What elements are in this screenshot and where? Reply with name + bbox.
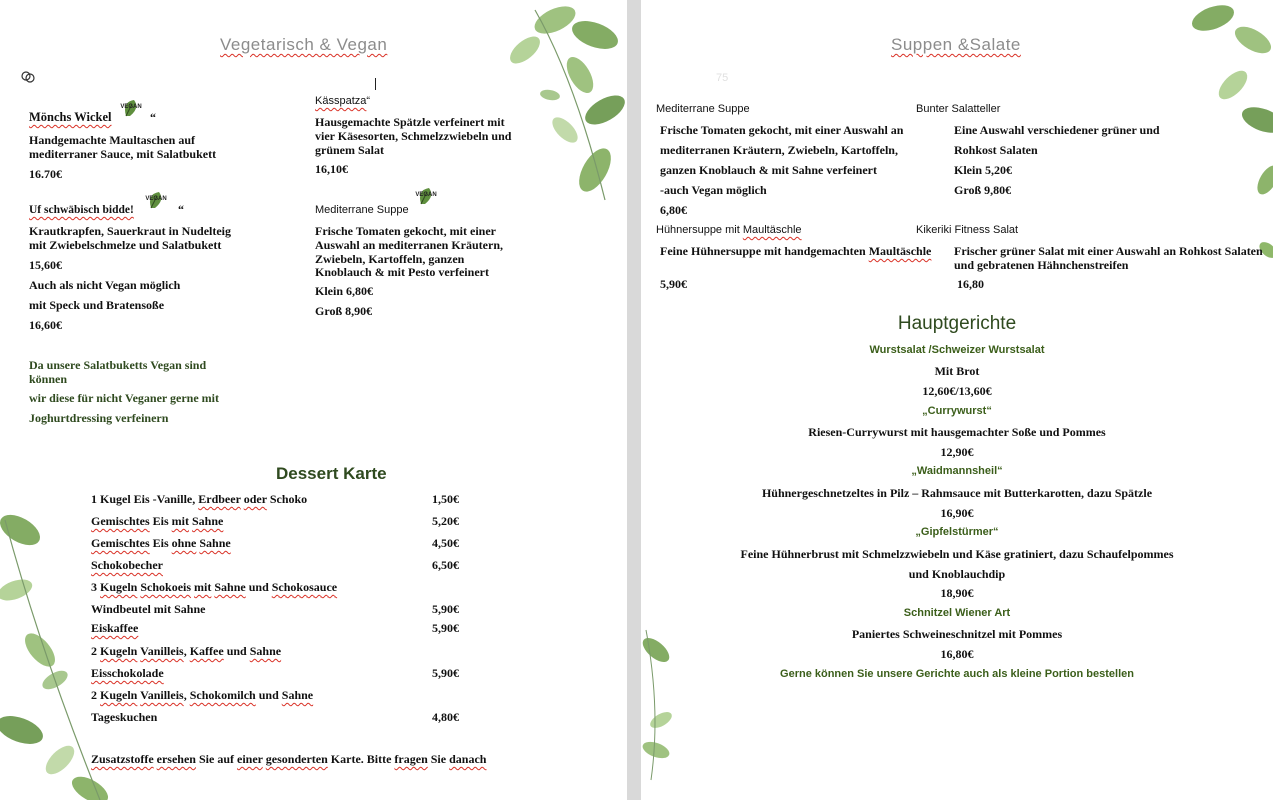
- soup-desc-line: Frische Tomaten gekocht, mit einer Auswahl an: [660, 123, 904, 137]
- salad-price: Groß 9,80€: [954, 183, 1012, 197]
- dessert-label: 2 Kugeln Vanilleis, Kaffee und Sahne: [91, 644, 282, 658]
- item-price: Klein 6,80€: [315, 284, 374, 298]
- leaf-decoration-bottom: [641, 620, 691, 790]
- item-desc-line: Zwiebeln, Kartoffeln, ganzen: [315, 252, 465, 266]
- dessert-label: 2 Kugeln Vanilleis, Schokomilch und Sahne: [91, 688, 314, 702]
- salad-desc-line: Eine Auswahl verschiedener grüner und: [954, 123, 1160, 137]
- dessert-price: 4,50€: [432, 536, 459, 550]
- document-page-right: [641, 0, 1273, 800]
- main-dish-name: Wurstsalat /Schweizer Wurstsalat: [869, 344, 1045, 356]
- item-desc-line: Handgemachte Maultaschen auf: [29, 133, 195, 147]
- dessert-price: 5,20€: [432, 514, 459, 528]
- dessert-price: 6,50€: [432, 558, 459, 572]
- dessert-footer: Zusatzstoffe ersehen Sie auf einer gesonderten Karte. Bitte fragen Sie danach: [91, 752, 487, 766]
- salad-name: Bunter Salatteller: [916, 103, 1001, 115]
- anchor-icon[interactable]: [21, 70, 35, 84]
- title-text: Suppen &Salate: [891, 35, 1021, 54]
- item-desc-line: Krautkrapfen, Sauerkraut in Nudelteig: [29, 224, 232, 238]
- quote-mark: “: [178, 202, 184, 216]
- menu-item-name: [29, 204, 134, 216]
- salad-price: Klein 5,20€: [954, 163, 1013, 177]
- main-dish-price: 12,90€: [940, 445, 974, 459]
- soup-price: 6,80€: [660, 203, 687, 217]
- dessert-price: 1,50€: [432, 492, 459, 506]
- main-dish-name: „Currywurst“: [922, 405, 992, 417]
- quote-mark: “: [366, 95, 371, 107]
- document-page-left: [0, 0, 627, 800]
- item-price: 16,60€: [29, 318, 62, 332]
- dessert-price: 5,90€: [432, 666, 459, 680]
- main-dish-desc: Hühnergeschnetzeltes in Pilz – Rahmsauce mit Butterkarotten, dazu Spätzle: [761, 486, 1153, 500]
- dessert-label: Gemischtes Eis mit Sahne: [91, 514, 224, 528]
- vegan-text: VEGAN: [415, 192, 437, 198]
- menu-item-name: [29, 110, 112, 125]
- item-desc-line: mediterraner Sauce, mit Salatbukett: [29, 147, 217, 161]
- main-dish-price: 16,90€: [940, 506, 974, 520]
- item-desc-line: Frische Tomaten gekocht, mit einer: [315, 224, 496, 238]
- main-dish-desc: Riesen-Currywurst mit hausgemachter Soße und Pommes: [808, 425, 1106, 439]
- dessert-label: [91, 666, 164, 681]
- soup-desc-line: ganzen Knoblauch & mit Sahne verfeinert: [660, 163, 877, 177]
- item-desc-line: vier Käsesorten, Schmelzzwiebeln und: [315, 129, 512, 143]
- vegan-badge: [143, 190, 169, 212]
- title-text: Vegetarisch & Vegan: [220, 35, 388, 54]
- item-desc-line: Auswahl an mediterranen Kräutern,: [315, 238, 503, 252]
- vegan-badge: [413, 186, 439, 208]
- vegan-text: VEGAN: [120, 104, 142, 110]
- dessert-label: [91, 558, 163, 573]
- dessert-price: 5,90€: [432, 621, 459, 635]
- main-dish-name: Schnitzel Wiener Art: [903, 607, 1011, 619]
- item-desc-line: Hausgemachte Spätzle verfeinert mit: [315, 115, 505, 129]
- note-line: wir diese für nicht Veganer gerne mit: [29, 391, 219, 405]
- dessert-label: 1 Kugel Eis -Vanille, Erdbeer oder Schoko: [91, 492, 308, 506]
- main-dish-price: 18,90€: [940, 586, 974, 600]
- quote-mark: “: [150, 110, 156, 124]
- main-dish-name: „Gipfelstürmer“: [915, 526, 999, 538]
- main-dish-desc: Paniertes Schweineschnitzel mit Pommes: [851, 627, 1063, 641]
- main-dish-price: 16,80€: [940, 647, 974, 661]
- leaf-decoration-top: [495, 0, 627, 215]
- soup-desc-line: mediterranen Kräutern, Zwiebeln, Kartoffeln,: [660, 143, 898, 157]
- soup-desc-line: Feine Hühnersuppe mit handgemachten Maultäschle: [660, 244, 932, 258]
- dessert-label: Gemischtes Eis ohne Sahne: [91, 536, 231, 550]
- dessert-label: Windbeutel mit Sahne: [91, 602, 206, 616]
- item-name-text: Kässpatza: [315, 95, 367, 107]
- page-title-soups: [891, 35, 1021, 55]
- dessert-price: 5,90€: [432, 602, 459, 616]
- dessert-price: 4,80€: [432, 710, 459, 724]
- main-dish-desc: und Knoblauchdip: [908, 567, 1006, 581]
- vegan-text: VEGAN: [145, 196, 167, 202]
- salad-name: Kikeriki Fitness Salat: [916, 224, 1019, 236]
- note-line: Joghurtdressing verfeinern: [29, 411, 169, 425]
- main-dish-desc: Feine Hühnerbrust mit Schmelzzwiebeln und Käse gratiniert, dazu Schaufelpommes: [740, 547, 1174, 561]
- salad-desc-line: Rohkost Salaten: [954, 143, 1038, 157]
- dessert-label-text: Eiskaffee: [91, 621, 139, 635]
- item-name-text: Uf schwäbisch bidde!: [29, 204, 134, 216]
- main-dish-desc: Mit Brot: [934, 364, 980, 378]
- item-desc-line: grünem Salat: [315, 143, 384, 157]
- dessert-label-text: Eisschokolade: [91, 666, 164, 680]
- menu-item-name: Mediterrane Suppe: [315, 204, 409, 216]
- main-dishes-title: Hauptgerichte: [897, 313, 1017, 334]
- dessert-label-text: Schokobecher: [91, 558, 163, 572]
- item-note: mit Speck und Bratensoße: [29, 298, 165, 312]
- salad-desc-line: und gebratenen Hähnchenstreifen: [954, 258, 1129, 272]
- item-price: 15,60€: [29, 258, 62, 272]
- dessert-label: [91, 621, 138, 636]
- dessert-title: Dessert Karte: [276, 464, 387, 483]
- text-cursor: [375, 78, 376, 90]
- salad-desc-line: Frischer grüner Salat mit einer Auswahl an Rohkost Salaten: [954, 244, 1263, 258]
- main-dish-name: „Waidmannsheil“: [911, 465, 1003, 477]
- salad-price: 16,80: [957, 277, 984, 291]
- leaf-decoration-top: [1173, 0, 1273, 210]
- soup-desc-line: -auch Vegan möglich: [660, 183, 767, 197]
- soup-name: Hühnersuppe mit Maultäschle: [656, 224, 802, 236]
- faint-number: 75: [716, 72, 729, 84]
- dessert-label: 3 Kugeln Schokoeis mit Sahne und Schokosauce: [91, 580, 338, 594]
- main-dishes-footer: Gerne können Sie unsere Gerichte auch als kleine Portion bestellen: [780, 668, 1134, 680]
- note-line: können: [29, 372, 68, 386]
- menu-item-name: [315, 95, 370, 107]
- item-desc-line: mit Zwiebelschmelze und Salatbukett: [29, 238, 222, 252]
- item-desc-line: Knoblauch & mit Pesto verfeinert: [315, 265, 489, 279]
- item-name-text: Mönchs Wickel: [29, 110, 112, 124]
- main-dish-price: 12,60€/13,60€: [922, 384, 992, 398]
- item-price: 16,10€: [315, 162, 348, 176]
- item-price: 16.70€: [29, 167, 62, 181]
- soup-price: 5,90€: [660, 277, 687, 291]
- soup-name: Mediterrane Suppe: [656, 103, 750, 115]
- note-line: Da unsere Salatbuketts Vegan sind: [29, 358, 207, 372]
- item-note: Auch als nicht Vegan möglich: [29, 278, 181, 292]
- dessert-label: Tageskuchen: [91, 710, 158, 724]
- page-title-vegetarian: [220, 35, 387, 55]
- vegan-badge: [118, 98, 144, 120]
- page-gutter: [627, 0, 641, 800]
- item-price: Groß 8,90€: [315, 304, 373, 318]
